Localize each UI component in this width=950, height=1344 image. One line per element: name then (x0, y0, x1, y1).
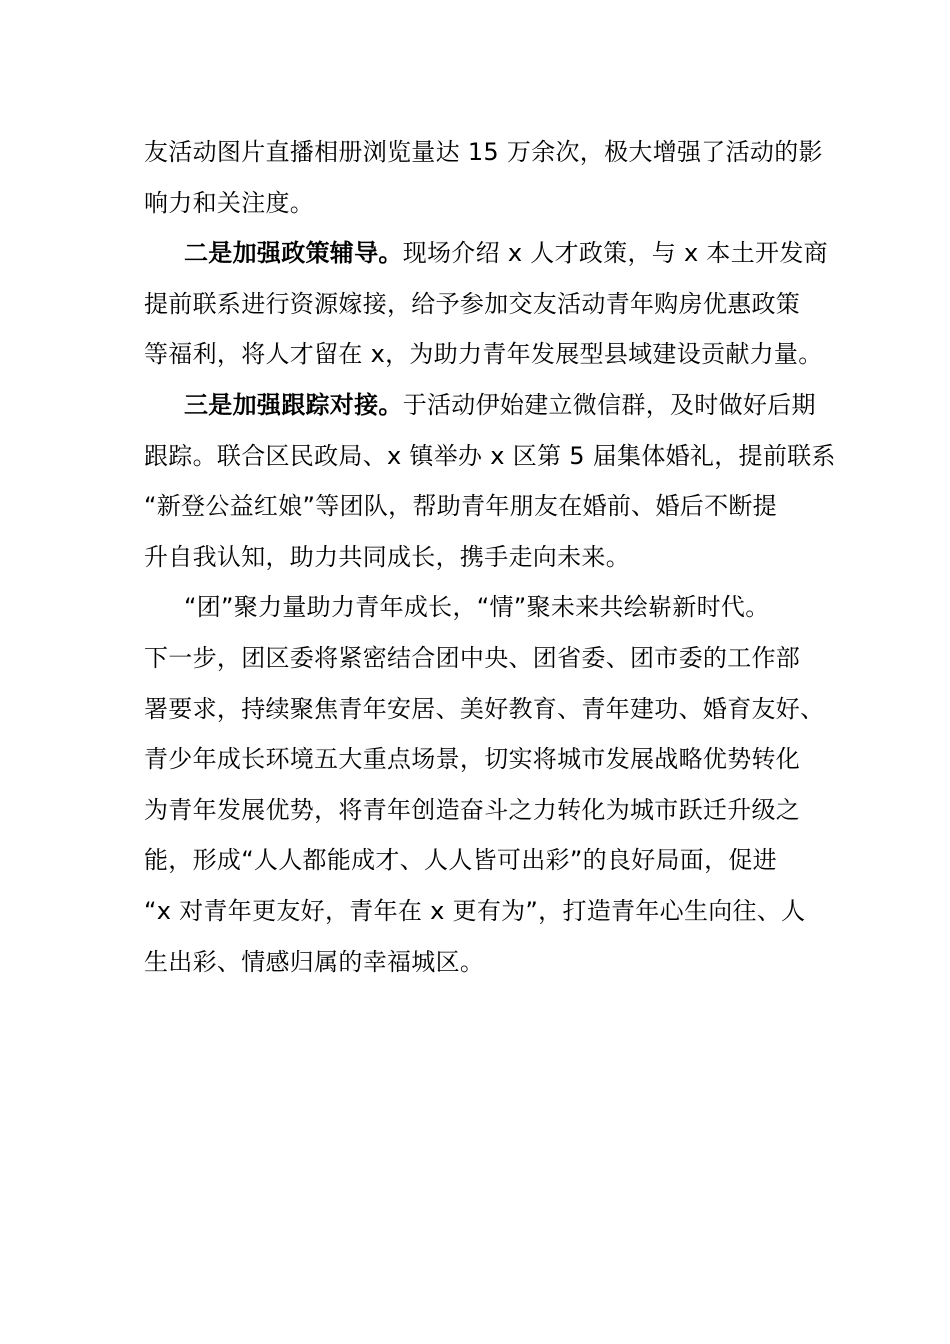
text-line: 能，形成“人人都能成才、人人皆可出彩”的良好局面，促进 (144, 846, 777, 875)
text-line: 为青年发展优势，将青年创造奋斗之力转化为城市跃迁升级之 (144, 795, 801, 824)
text-line: 响力和关注度。 (144, 188, 315, 217)
text-line: “x 对青年更友好，青年在 x 更有为”，打造青年心生向往、人 (144, 896, 806, 925)
text-line: 升自我认知，助力共同成长，携手走向未来。 (144, 542, 630, 571)
paragraph-tracking-first-line (144, 380, 816, 431)
text-run: 于活动伊始建立微信群，及时做好后期 (402, 390, 816, 419)
text-line: 生出彩、情感归属的幸福城区。 (144, 947, 485, 976)
paragraph-lead-policy: 二是加强政策辅导。 (184, 239, 403, 268)
paragraph-lead-tracking: 三是加强跟踪对接。 (184, 390, 403, 419)
text-line: 青少年成长环境五大重点场景，切实将城市发展战略优势转化 (144, 745, 801, 774)
text-line: 署要求，持续聚焦青年安居、美好教育、青年建功、婚育友好、 (144, 694, 825, 723)
text-line: “新登公益红娘”等团队，帮助青年朋友在婚前、婚后不断提 (144, 492, 777, 521)
paragraph-policy-first-line (144, 228, 828, 279)
text-line: 跟踪。联合区民政局、x 镇举办 x 区第 5 届集体婚礼，提前联系 (144, 441, 836, 470)
paragraph-summary-first-line: “团”聚力量助力青年成长，“情”聚未来共绘崭新时代。 (184, 593, 770, 622)
text-line: 下一步，团区委将紧密结合团中央、团省委、团市委的工作部 (144, 643, 801, 672)
text-line: 等福利，将人才留在 x，为助力青年发展型县域建设贡献力量。 (144, 340, 823, 369)
text-line: 提前联系进行资源嫁接，给予参加交友活动青年购房优惠政策 (144, 289, 801, 318)
text-line: 友活动图片直播相册浏览量达 15 万余次，极大增强了活动的影 (144, 138, 823, 166)
text-run: 现场介绍 x 人才政策，与 x 本土开发商 (402, 239, 828, 268)
document-body (144, 127, 836, 987)
